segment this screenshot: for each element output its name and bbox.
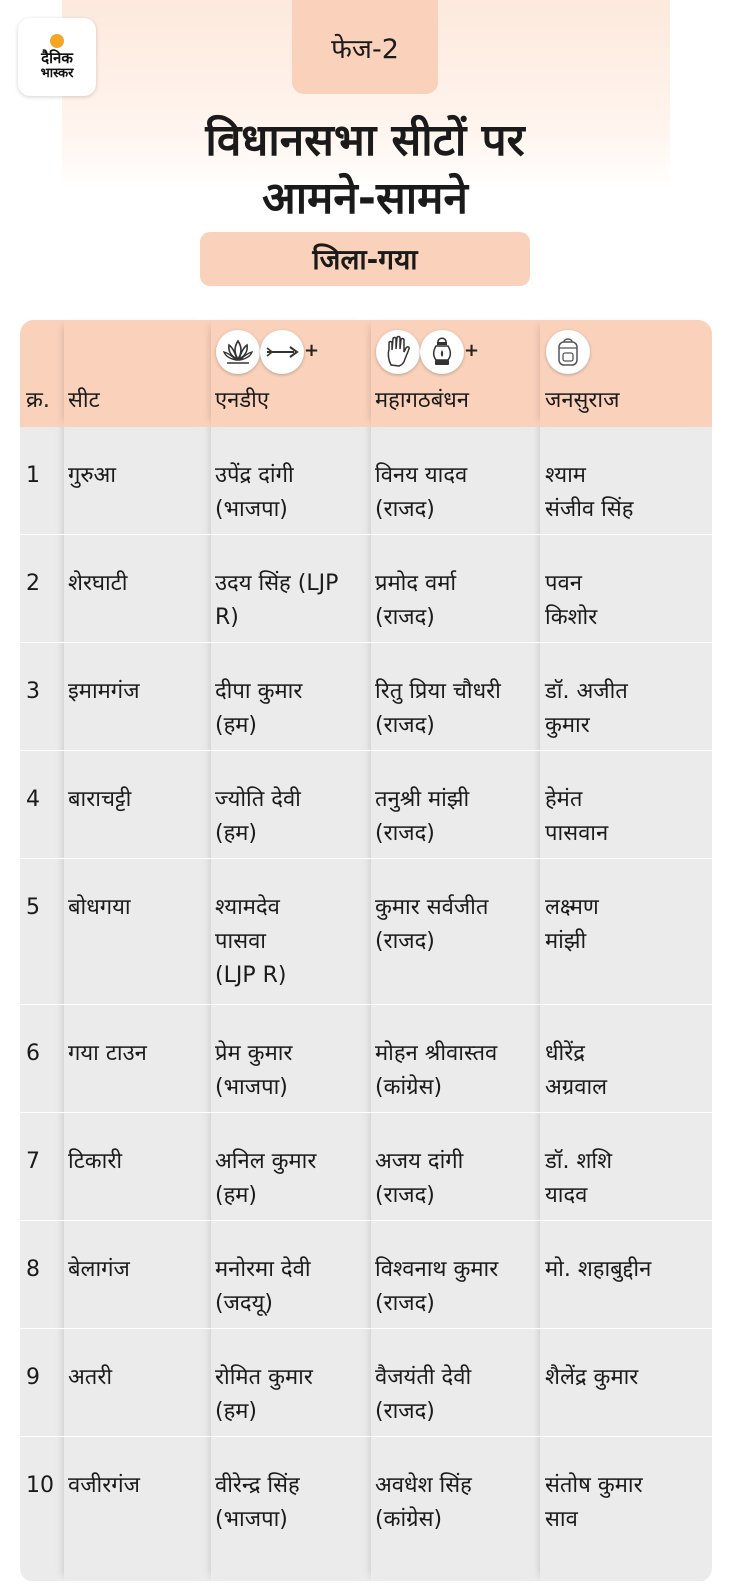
serial-number: 4 — [26, 787, 40, 812]
nda-candidate: वीरेन्द्र सिंह (भाजपा) — [215, 1473, 300, 1532]
serial-number: 8 — [26, 1257, 40, 1282]
mgb-candidate: अवधेश सिंह (कांग्रेस) — [375, 1473, 472, 1532]
nda-candidate: उदय सिंह (LJP R) — [215, 571, 339, 630]
serial-number: 7 — [26, 1149, 40, 1174]
header-serial: क्र. — [26, 388, 50, 413]
mgb-candidate: रितु प्रिया चौधरी (राजद) — [375, 679, 501, 738]
seat-name: वजीरगंज — [68, 1473, 140, 1498]
js-candidate: संतोष कुमार साव — [545, 1473, 643, 1532]
seat-name: बोधगया — [68, 895, 131, 920]
table-header — [20, 320, 712, 427]
serial-number: 10 — [26, 1473, 54, 1498]
lotus-icon — [216, 330, 260, 374]
serial-number: 3 — [26, 679, 40, 704]
mgb-candidate: तनुश्री मांझी (राजद) — [375, 787, 470, 846]
mgb-plus: + — [464, 340, 480, 361]
js-candidate: मो. शहाबुद्दीन — [545, 1257, 652, 1282]
serial-number: 5 — [26, 895, 40, 920]
table-row — [20, 427, 712, 535]
arrow-icon — [260, 330, 304, 374]
js-candidate: श्याम संजीव सिंह — [545, 463, 634, 522]
header-js: जनसुराज — [545, 388, 620, 413]
mgb-candidate: प्रमोद वर्मा (राजद) — [375, 571, 457, 630]
nda-candidate: ज्योति देवी (हम) — [215, 787, 301, 846]
js-candidate: हेमंत पासवान — [545, 787, 609, 846]
js-candidate: डॉ. शशि यादव — [545, 1149, 613, 1208]
serial-number: 6 — [26, 1041, 40, 1066]
table-row — [20, 1113, 712, 1221]
phase-badge: फेज-2 — [292, 0, 438, 94]
seat-name: गया टाउन — [68, 1041, 147, 1066]
mgb-candidate: मोहन श्रीवास्तव (कांग्रेस) — [375, 1041, 498, 1100]
seat-name: शेरघाटी — [68, 571, 128, 596]
mgb-candidate: वैजयंती देवी (राजद) — [375, 1365, 472, 1424]
district-badge: जिला-गया — [200, 232, 530, 286]
nda-candidate: प्रेम कुमार (भाजपा) — [215, 1041, 293, 1100]
table-row — [20, 859, 712, 1005]
table-row — [20, 1329, 712, 1437]
nda-candidate: श्यामदेव पासवा (LJP R) — [215, 895, 287, 988]
table-row — [20, 535, 712, 643]
header-mgb: महागठबंधन — [375, 388, 470, 413]
seat-name: अतरी — [68, 1365, 113, 1390]
header-seat: सीट — [68, 388, 100, 413]
sun-icon — [50, 34, 64, 48]
hand-icon — [376, 330, 420, 374]
nda-plus: + — [304, 340, 320, 361]
js-candidate: धीरेंद्र अग्रवाल — [545, 1041, 608, 1100]
nda-candidate: अनिल कुमार (हम) — [215, 1149, 317, 1208]
schoolbag-icon — [546, 330, 590, 374]
seat-name: गुरुआ — [68, 463, 117, 488]
js-candidate: लक्ष्मण मांझी — [545, 895, 599, 954]
seat-name: इमामगंज — [68, 679, 140, 704]
table-row — [20, 1437, 712, 1582]
serial-number: 1 — [26, 463, 40, 488]
logo-line2: भास्कर — [40, 65, 74, 81]
candidates-table — [20, 320, 712, 1582]
table-row — [20, 751, 712, 859]
nda-candidate: मनोरमा देवी (जदयू) — [215, 1257, 311, 1316]
table-row — [20, 1221, 712, 1329]
dainik-bhaskar-logo — [18, 18, 96, 96]
table-row — [20, 643, 712, 751]
js-candidate: शैलेंद्र कुमार — [545, 1365, 639, 1390]
title-line2: आमने-सामने — [262, 173, 468, 224]
mgb-candidate: कुमार सर्वजीत (राजद) — [375, 895, 489, 954]
serial-number: 9 — [26, 1365, 40, 1390]
nda-candidate: उपेंद्र दांगी (भाजपा) — [215, 463, 294, 522]
serial-number: 2 — [26, 571, 40, 596]
js-candidate: पवन किशोर — [545, 571, 598, 630]
seat-name: बाराचट्टी — [68, 787, 132, 812]
nda-candidate: रोमित कुमार (हम) — [215, 1365, 313, 1424]
js-candidate: डॉ. अजीत कुमार — [545, 679, 628, 738]
title-line1: विधानसभा सीटों पर — [205, 115, 525, 166]
mgb-candidate: विनय यादव (राजद) — [375, 463, 468, 522]
mgb-candidate: विश्वनाथ कुमार (राजद) — [375, 1257, 499, 1316]
mgb-candidate: अजय दांगी (राजद) — [375, 1149, 464, 1208]
logo-line1: दैनिक — [41, 48, 73, 67]
seat-name: बेलागंज — [68, 1257, 130, 1282]
page-title — [100, 112, 630, 228]
table-row — [20, 1005, 712, 1113]
header-nda: एनडीए — [215, 388, 270, 413]
nda-candidate: दीपा कुमार (हम) — [215, 679, 303, 738]
seat-name: टिकारी — [68, 1149, 123, 1174]
lantern-icon — [420, 330, 464, 374]
